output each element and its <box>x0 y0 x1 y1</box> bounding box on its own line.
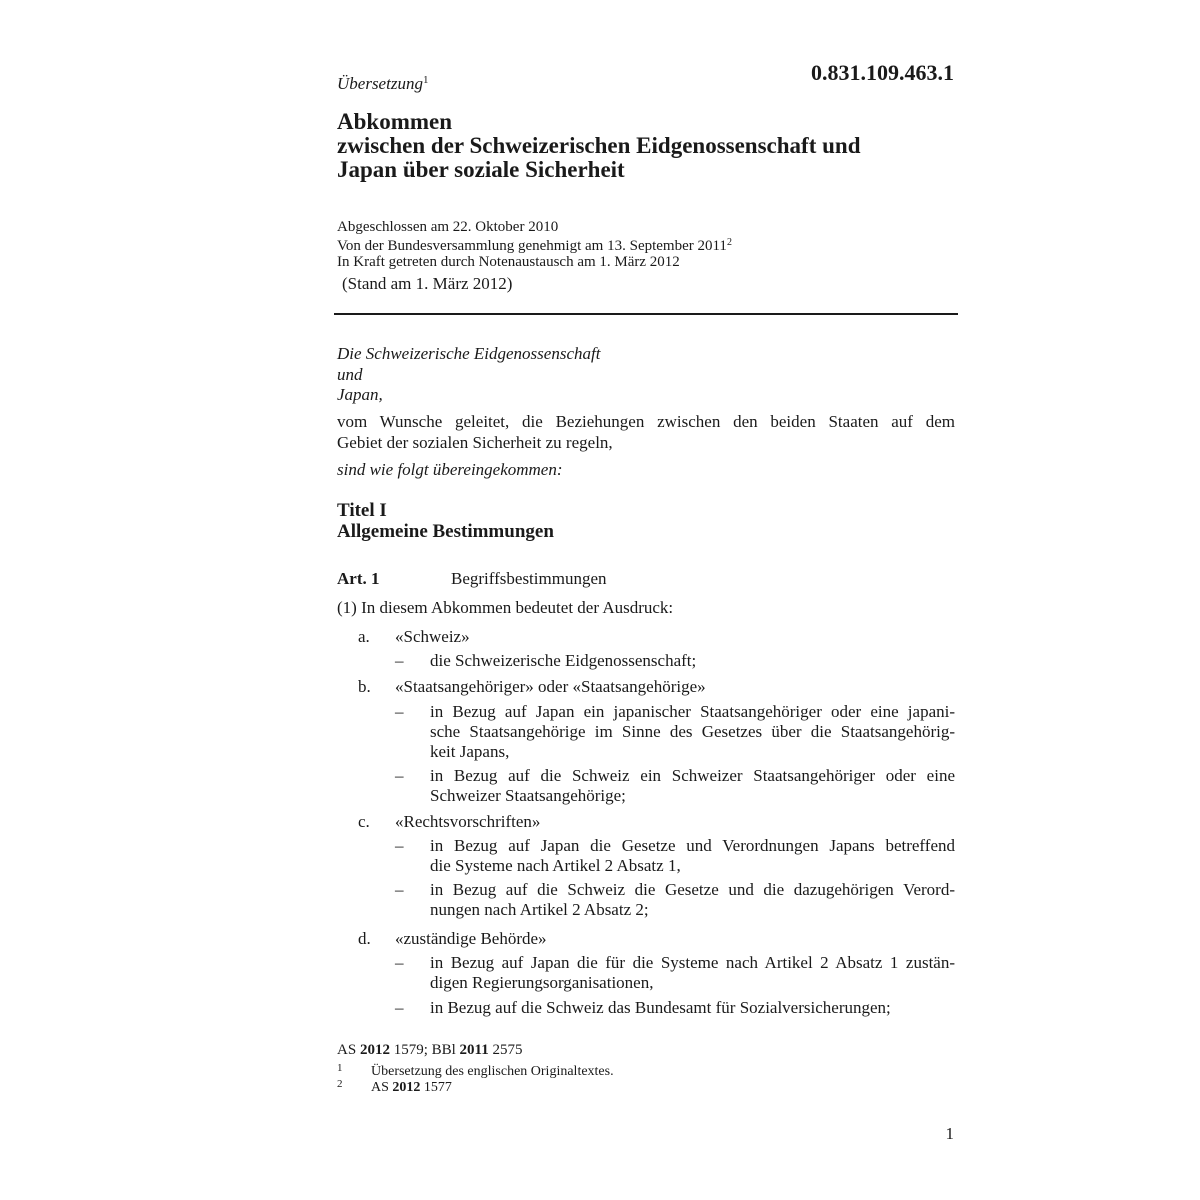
item-a-definition-1: die Schweizerische Eidgenossenschaft; <box>430 651 697 670</box>
footnote-2-number: 2 <box>337 1078 343 1090</box>
party-1: Die Schweizerische Eidgenossenschaft <box>337 344 601 363</box>
item-c-definition-2: in Bezug auf die Schweiz die Gesetze und die dazugehörigen Verord- nungen nach Artikel 2 Absatz 2; <box>430 880 955 919</box>
item-letter-a: a. <box>358 627 370 646</box>
preamble-desire-line-1: vom Wunsche geleitet, die Beziehungen zwischen den beiden Staaten auf dem <box>337 412 955 431</box>
dash-a-1: – <box>395 651 404 670</box>
approval-date: Von der Bundesversammlung genehmigt am 13. September 2011$^2$ <box>337 237 732 254</box>
title-line-2: zwischen der Schweizerischen Eidgenossenschaft und <box>337 133 861 158</box>
party-2: Japan, <box>337 385 383 404</box>
footnote-ref-2[interactable]: 2 <box>726 237 732 248</box>
dash-b-2: – <box>395 766 404 785</box>
item-b-definition-2: in Bezug auf die Schweiz ein Schweizer Staatsangehöriger oder eine Schweizer Staatsangehörige; <box>430 766 955 805</box>
section-number: Titel I <box>337 500 387 521</box>
page-number: 1 <box>945 1124 954 1143</box>
party-and: und <box>337 364 363 384</box>
preamble-parties <box>337 344 600 406</box>
article-title: Begriffsbestimmungen <box>451 569 607 588</box>
item-term-a: «Schweiz» <box>395 627 470 646</box>
item-d-definition-2: in Bezug auf die Schweiz das Bundesamt für Sozialversicherungen; <box>430 998 891 1017</box>
header-divider <box>334 313 958 315</box>
translation-label <box>337 74 428 94</box>
article-number: Art. 1 <box>337 569 380 588</box>
item-term-d: «zuständige Behörde» <box>395 929 547 948</box>
item-d-definition-1: in Bezug auf Japan die für die Systeme nach Artikel 2 Absatz 1 zustän- digen Regierungsorganisationen, <box>430 953 955 992</box>
dash-c-2: – <box>395 880 404 899</box>
dash-d-1: – <box>395 953 404 972</box>
section-heading <box>337 500 554 542</box>
dash-b-1: – <box>395 702 404 721</box>
item-c-definition-1: in Bezug auf Japan die Gesetze und Verordnungen Japans betreffend die Systeme nach Artikel 2 Absatz 1, <box>430 836 955 875</box>
document-metadata <box>337 219 732 270</box>
section-name: Allgemeine Bestimmungen <box>337 521 554 542</box>
footnote-ref-1[interactable]: 1 <box>422 74 429 86</box>
item-term-b: «Staatsangehöriger» oder «Staatsangehörige» <box>395 677 706 696</box>
status-date: (Stand am 1. März 2012) <box>342 274 513 293</box>
item-letter-c: c. <box>358 812 370 831</box>
source-reference: AS 2012 1579; BBl 2011 2575 <box>337 1042 523 1058</box>
title-line-3: Japan über soziale Sicherheit <box>337 157 625 182</box>
footnote-1-text: Übersetzung des englischen Originaltextes. <box>371 1064 614 1079</box>
footnote-1-number: 1 <box>337 1062 343 1074</box>
in-force-date: In Kraft getreten durch Notenaustausch am 1. März 2012 <box>337 254 680 270</box>
paragraph-1: (1) In diesem Abkommen bedeutet der Ausdruck: <box>337 598 674 617</box>
item-letter-b: b. <box>358 677 371 696</box>
footnote-2-text: AS 2012 1577 <box>371 1080 452 1095</box>
preamble-desire-line-2: Gebiet der sozialen Sicherheit zu regeln, <box>337 433 613 452</box>
preamble-agreed: sind wie folgt übereingekommen: <box>337 460 563 479</box>
translation-text: Übersetzung <box>337 74 423 93</box>
sr-number: 0.831.109.463.1 <box>811 60 954 85</box>
title-line-1: Abkommen <box>337 109 453 134</box>
item-letter-d: d. <box>358 929 371 948</box>
dash-c-1: – <box>395 836 404 855</box>
item-term-c: «Rechtsvorschriften» <box>395 812 541 831</box>
concluded-date: Abgeschlossen am 22. Oktober 2010 <box>337 219 559 235</box>
item-b-definition-1: in Bezug auf Japan ein japanischer Staatsangehöriger oder eine japani- sche Staatsangehörige im Sinne des Gesetzes über die Staatsangehörig- keit Japans, <box>430 702 955 761</box>
dash-d-2: – <box>395 998 404 1017</box>
document-title <box>337 110 861 182</box>
